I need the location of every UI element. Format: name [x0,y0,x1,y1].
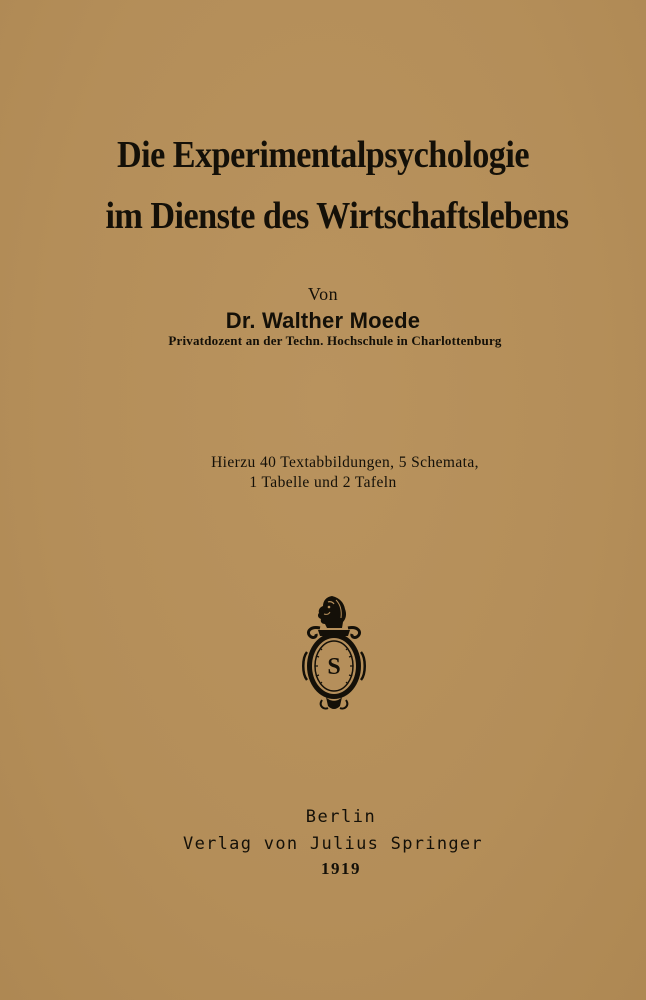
imprint-publisher: Verlag von Julius Springer [183,834,483,854]
imprint-city: Berlin [305,807,377,827]
imprint-year: 1919 [321,859,361,878]
springer-knight-emblem-icon [296,592,372,712]
byline-von: Von [307,284,339,304]
illustrations-note-line-1: Hierzu 40 Textabbildungen, 5 Schemata, [211,454,479,471]
book-title-line-2: im Dienste des Wirtschaftslebens [105,195,569,237]
book-title-line-1: Die Experimentalpsychologie [117,134,529,176]
illustrations-note-line-2: 1 Tabelle und 2 Tafeln [249,474,397,491]
emblem-monogram: S [327,654,341,680]
author-position: Privatdozent an der Techn. Hochschule in Charlottenburg [168,333,502,348]
author-name: Dr. Walther Moede [225,308,421,333]
